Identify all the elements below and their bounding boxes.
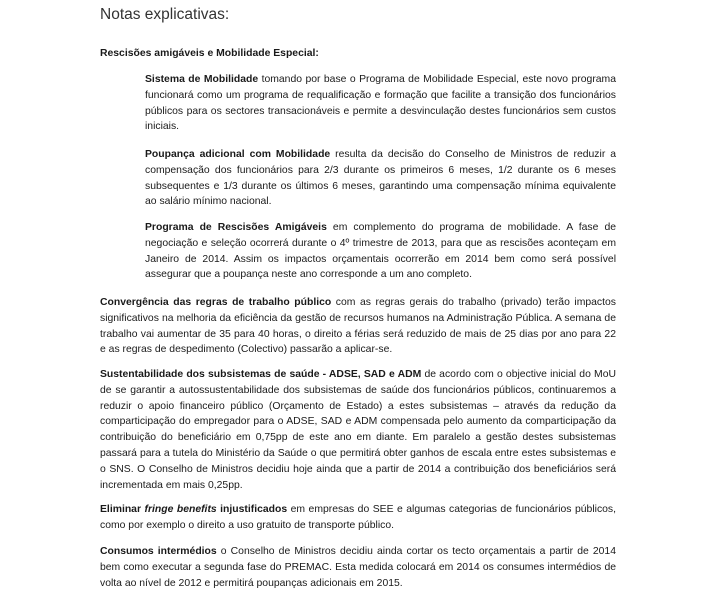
paragraph-poupanca-adicional	[145, 147, 616, 210]
paragraph-text: em empresas do SEE e algumas categorias de funcionários públicos, como por exemplo o direito a uso gratuito de transporte público.	[100, 504, 617, 531]
paragraph-bold-lead: Convergência das regras de trabalho público	[100, 297, 332, 308]
bold-lead-start: Eliminar	[100, 504, 145, 515]
paragraph-sistema-mobilidade	[145, 72, 616, 135]
paragraph-eliminar-fringe-benefits	[100, 502, 616, 534]
paragraph-consumos-intermedios	[100, 544, 616, 591]
page-title: Notas explicativas:	[100, 6, 230, 23]
section-heading: Rescisões amigáveis e Mobilidade Especial:	[100, 48, 319, 59]
paragraph-sustentabilidade	[100, 367, 616, 493]
paragraph-text: de acordo com o objective inicial do MoU de se garantir a autossustentabilidade dos subsistemas de saúde dos funcionários públicos, continuaremos a reduzir o apoio financeiro público (Orçamento de Estado) a estes subsistemas – através da redução da comparticipação do empregador para o ADSE, SAD e ADM compensada pelo aumento da comparticipação da contribuição do beneficiário em 0,75pp de este ano em diante. Em paralelo a gestão destes subsistemas passará para a tutela do Ministério da Saúde o que permitirá obter ganhos de escala entre estes subsistemas e o SNS. O Conselho de Ministros decidiu hoje ainda que a partir de 2014 a contribuição dos beneficiários será incrementada em mais 0,25pp.	[100, 369, 616, 491]
paragraph-rescisoes-amigaveis	[145, 220, 616, 283]
paragraph-text: em complemento do programa de mobilidade. A fase de negociação e seleção ocorrerá durante o 4º trimestre de 2013, para que as rescisões aconteçam em Janeiro de 2014. Assim os impactos orçamentais ocorrerão em 2014 bem como será possível assegurar que a poupança neste ano corresponde a um ano completo.	[145, 222, 616, 281]
paragraph-bold-lead: Sustentabilidade dos subsistemas de saúde - ADSE, SAD e ADM	[100, 369, 422, 380]
paragraph-bold-lead: Sistema de Mobilidade	[145, 74, 259, 85]
paragraph-text: resulta da decisão do Conselho de Ministros de reduzir a compensação dos funcionários para 2/3 durante os primeiros 6 meses, 1/2 durante os 6 meses subsequentes e 1/3 durante os últimos 6 meses, garantindo uma compensação mínima equivalente ao salário mínimo nacional.	[145, 149, 617, 208]
paragraph-bold-lead: Poupança adicional com Mobilidade	[145, 149, 331, 160]
bold-lead-italic: fringe benefits	[144, 504, 217, 515]
paragraph-convergencia	[100, 295, 616, 358]
paragraph-text: o Conselho de Ministros decidiu ainda cortar os tecto orçamentais a partir de 2014 bem como executar a segunda fase do PREMAC. Esta medida colocará em 2014 os consumes intermédios de volta ao nível de 2012 e permitirá poupanças adicionais em 2015.	[100, 546, 616, 589]
paragraph-text: tomando por base o Programa de Mobilidade Especial, este novo programa funcionará como um programa de requalificação e formação que facilite a transição dos funcionários públicos para os sectores transacionáveis e permite a desvinculação destes funcionários sem custos iniciais.	[145, 74, 616, 133]
paragraph-text: com as regras gerais do trabalho (privado) terão impactos significativos na melhoria da eficiência da gestão de recursos humanos na Administração Pública. A semana de trabalho vai aumentar de 35 para 40 horas, o direito a férias será reduzido de mais de 25 dias por ano para 22 e as regras de despedimento (Colectivo) passarão a aplicar-se.	[100, 297, 616, 356]
paragraph-bold-lead: Consumos intermédios	[100, 546, 217, 557]
paragraph-bold-lead: Programa de Rescisões Amigáveis	[145, 222, 327, 233]
paragraph-bold-lead	[100, 504, 287, 515]
bold-lead-end: injustificados	[216, 504, 288, 515]
